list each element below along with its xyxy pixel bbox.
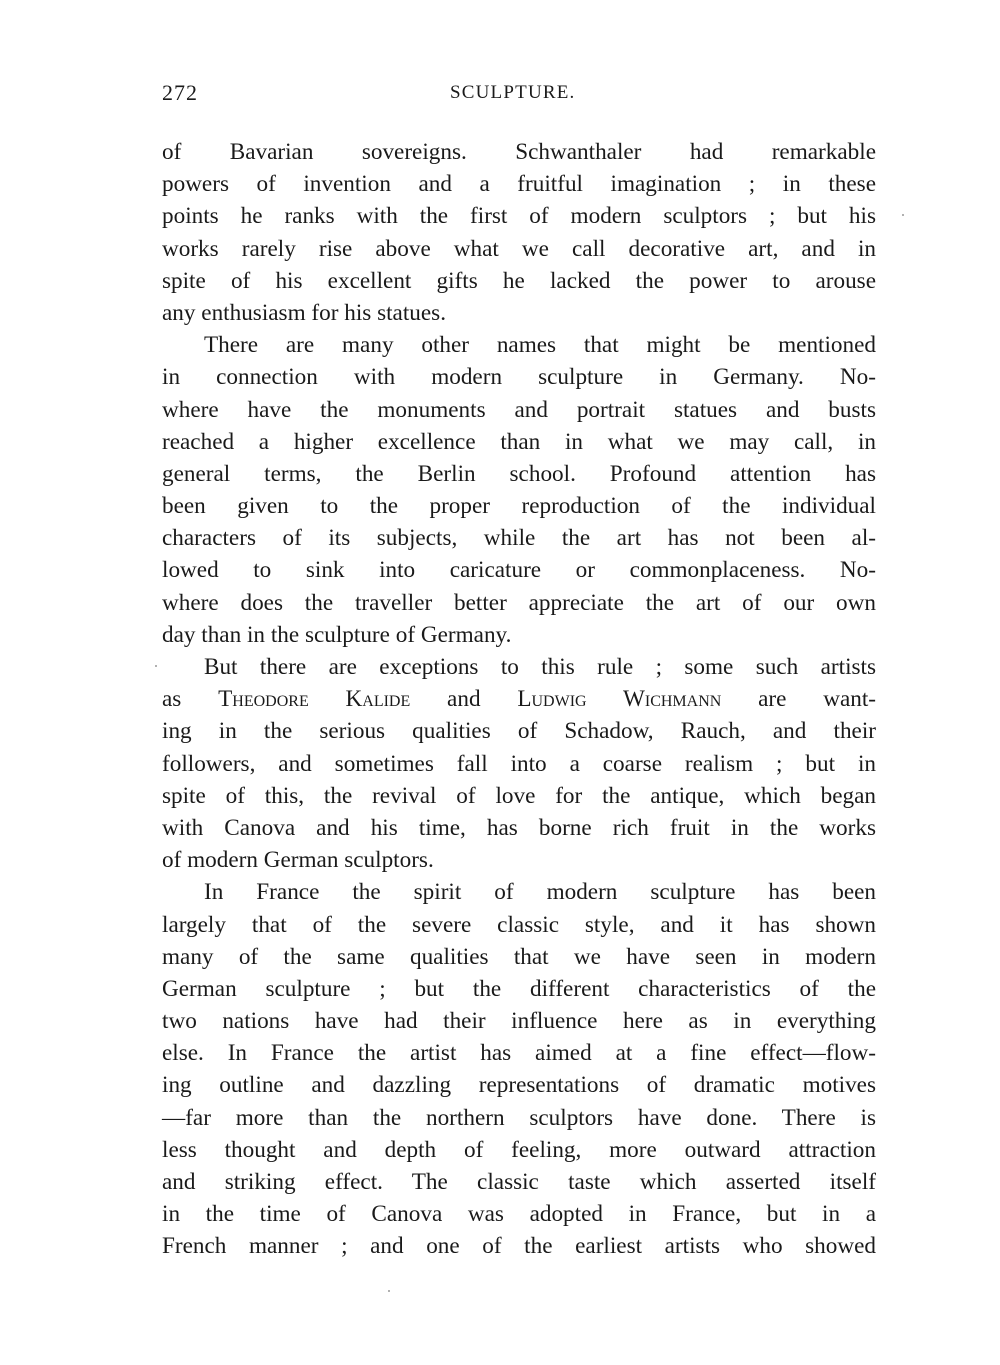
text-line: less thought and depth of feeling, more outward attraction [162,1136,876,1163]
paragraph-3 [162,651,876,876]
paragraph-2 [162,329,876,651]
text-line: of Bavarian sovereigns. Schwanthaler had remarkable [162,139,876,165]
scan-speck [902,214,904,216]
running-title: SCULPTURE. [450,82,576,103]
text-line: and striking effect. The classic taste which asserted itself [162,1169,876,1195]
scan-speck [155,665,157,667]
text-line: But there are exceptions to this rule ; some such artists [204,654,876,680]
text-line: lowed to sink into caricature or commonplaceness. No- [162,557,876,584]
text-line: in the time of Canova was adopted in France, but in a [162,1201,876,1228]
text-fragment: and [410,686,518,713]
artist-name-wichmann: Ludwig Wichmann [517,686,722,713]
text-line: ing in the serious qualities of Schadow, Rauch, and their [162,718,876,745]
text-line: where have the monuments and portrait statues and busts [162,396,876,423]
paragraph-4 [162,876,876,1262]
paragraph-1 [162,136,876,329]
text-line: There are many other names that might be mentioned [204,332,876,359]
text-line: general terms, the Berlin school. Profound attention has [162,460,876,487]
text-line: In France the spirit of modern sculpture has been [204,879,876,906]
scan-speck [388,1290,390,1292]
text-line: ing outline and dazzling representations of dramatic motives [162,1072,876,1099]
text-line: spite of his excellent gifts he lacked the power to arouse [162,267,876,294]
text-line: followers, and sometimes fall into a coarse realism ; but in [162,750,876,777]
text-line: works rarely rise above what we call decorative art, and in [162,235,876,262]
running-head [162,80,876,110]
text-line: two nations have had their influence here as in everything [162,1008,876,1035]
body-text [162,136,876,1263]
text-line: any enthusiasm for his statues. [162,299,447,326]
text-line: day than in the sculpture of Germany. [162,621,512,648]
text-line: French manner ; and one of the earliest artists who showed [162,1233,876,1260]
text-fragment: as [162,686,219,713]
text-line: reached a higher excellence than in what we may call, in [162,428,876,455]
text-line: characters of its subjects, while the art has not been al- [162,525,876,552]
text-fragment: are want- [721,686,877,713]
text-line: many of the same qualities that we have seen in modern [162,943,876,970]
text-line: with Canova and his time, has borne rich fruit in the works [162,814,876,841]
text-line-with-names [162,683,876,715]
text-line: spite of this, the revival of love for the antique, which began [162,782,876,809]
text-line: points he ranks with the first of modern sculptors ; but his [162,203,876,230]
text-line: German sculpture ; but the different characteristics of the [162,975,876,1002]
text-line: —far more than the northern sculptors have done. There is [162,1104,876,1131]
text-line: where does the traveller better appreciate the art of our own [162,589,876,616]
text-line: of modern German sculptors. [162,847,434,874]
text-line: largely that of the severe classic style, and it has shown [162,911,876,938]
text-line: been given to the proper reproduction of the individual [162,493,876,520]
text-line: in connection with modern sculpture in Germany. No- [162,364,876,391]
text-line: else. In France the artist has aimed at a fine effect—flow- [162,1040,876,1067]
artist-name-kalide: Theodore Kalide [218,686,411,713]
text-line: powers of invention and a fruitful imagination ; in these [162,171,876,198]
page-number: 272 [162,80,198,105]
